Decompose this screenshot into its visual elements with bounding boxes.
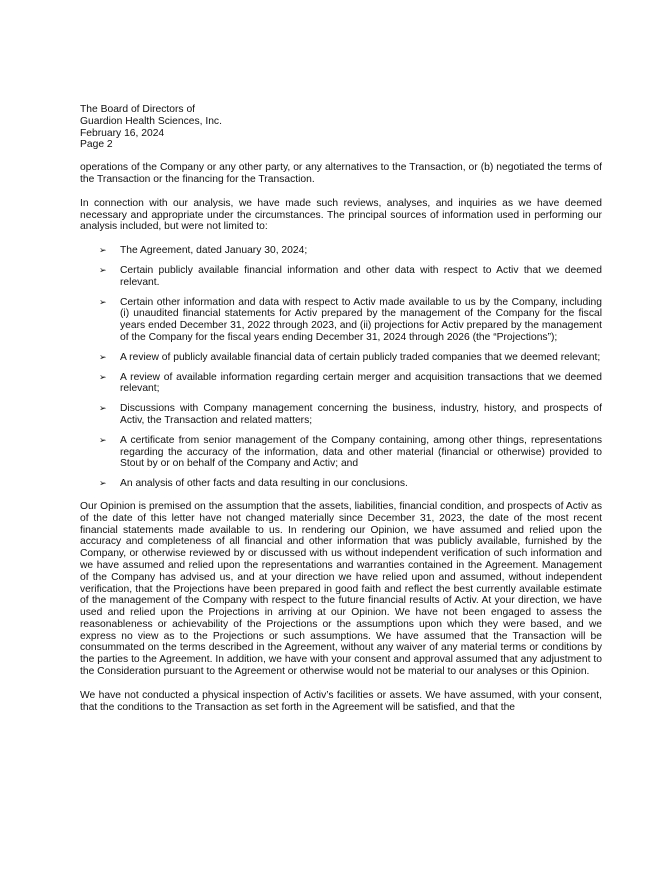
arrow-bullet-icon: ➢ — [99, 434, 107, 445]
list-item-text: An analysis of other facts and data resulting in our conclusions. — [120, 478, 408, 490]
paragraph-analysis-intro: In connection with our analysis, we have made such reviews, analyses, and inquiries as we have deemed necessary and appropriate under the circumstances. The principal sources of information used in performing our analysis included, but were not limited to: — [80, 197, 602, 233]
document-page — [80, 104, 602, 725]
list-item-text: Certain other information and data with respect to Activ made available to us by the Company, including (i) unaudited financial statements for Activ prepared by the management of the Company for the fiscal years ended December 31, 2022 through 2023, and (ii) projections for Activ prepared by the management of the Company for the fiscal years ending December 31, 2024 through 2026 (the “Projections”); — [120, 296, 602, 343]
page-number: Page 2 — [80, 139, 113, 151]
recipient-line: The Board of Directors of — [80, 104, 196, 115]
list-item — [98, 352, 602, 364]
letter-date: February 16, 2024 — [80, 127, 165, 139]
arrow-bullet-icon: ➢ — [99, 478, 107, 489]
arrow-bullet-icon: ➢ — [99, 245, 107, 256]
list-item — [98, 403, 602, 427]
list-item — [98, 435, 602, 470]
information-sources-list — [80, 245, 602, 490]
list-item-text: A certificate from senior management of the Company containing, among other things, representations regarding the accuracy of the information, data and other material (financial or otherwise) provided to Stout by or on behalf of the Company and Activ; and — [120, 434, 602, 470]
arrow-bullet-icon: ➢ — [99, 296, 107, 307]
list-item-text: Discussions with Company management concerning the business, industry, history, and prospects of Activ, the Transaction and related matters; — [120, 403, 602, 426]
arrow-bullet-icon: ➢ — [99, 264, 107, 275]
list-item-text: A review of available information regarding certain merger and acquisition transactions that we deemed relevant; — [120, 371, 602, 395]
arrow-bullet-icon: ➢ — [99, 403, 107, 414]
company-name: Guardion Health Sciences, Inc. — [80, 115, 222, 127]
list-item — [98, 265, 602, 289]
list-item — [98, 245, 602, 257]
list-item — [98, 372, 602, 396]
arrow-bullet-icon: ➢ — [99, 351, 107, 362]
list-item-text: Certain publicly available financial information and other data with respect to Activ that we deemed relevant. — [120, 264, 602, 288]
list-item — [98, 478, 602, 490]
list-item — [98, 297, 602, 344]
paragraph-physical-inspection: We have not conducted a physical inspection of Activ’s facilities or assets. We have assumed, with your consent, that the conditions to the Transaction as set forth in the Agreement will be satisfied, and that the — [80, 689, 602, 713]
letter-header — [80, 104, 602, 151]
arrow-bullet-icon: ➢ — [99, 371, 107, 382]
list-item-text: The Agreement, dated January 30, 2024; — [120, 245, 308, 257]
list-item-text: A review of publicly available financial data of certain publicly traded companies that we deemed relevant; — [120, 351, 601, 363]
paragraph-continuation: operations of the Company or any other party, or any alternatives to the Transaction, or (b) negotiated the terms of the Transaction or the financing for the Transaction. — [80, 162, 602, 185]
paragraph-opinion-assumptions: Our Opinion is premised on the assumption that the assets, liabilities, financial condition, and prospects of Activ as of the date of this letter have not changed materially since December 31, 2023, the date of the most recent financial statements made available to us. In rendering our Opinion, we have assumed and relied upon the accuracy and completeness of all financial and other information that was publicly available, furnished by the Company, or otherwise reviewed by or discussed with us without independent verification of such information and we have assumed and relied upon the representations and warranties contained in the Agreement. Management of the Company has advised us, and at your direction we have relied upon and assumed, without independent verification, that the Projections have been prepared in good faith and reflect the best currently available estimate of the management of the Company with respect to the future financial results of Activ. At your direction, we have used and relied upon the Projections in arriving at our Opinion. We have not been engaged to assess the reasonableness or achievability of the Projections or the assumptions upon which they were based, and we express no view as to the Projections or such assumptions. We have assumed that the Transaction will be consummated on the terms described in the Agreement, without any waiver of any material terms or conditions by the parties to the Agreement. In addition, we have with your consent and approval assumed that any adjustment to the Consideration pursuant to the Agreement or otherwise would not be material to our analyses or this Opinion. — [80, 500, 602, 678]
